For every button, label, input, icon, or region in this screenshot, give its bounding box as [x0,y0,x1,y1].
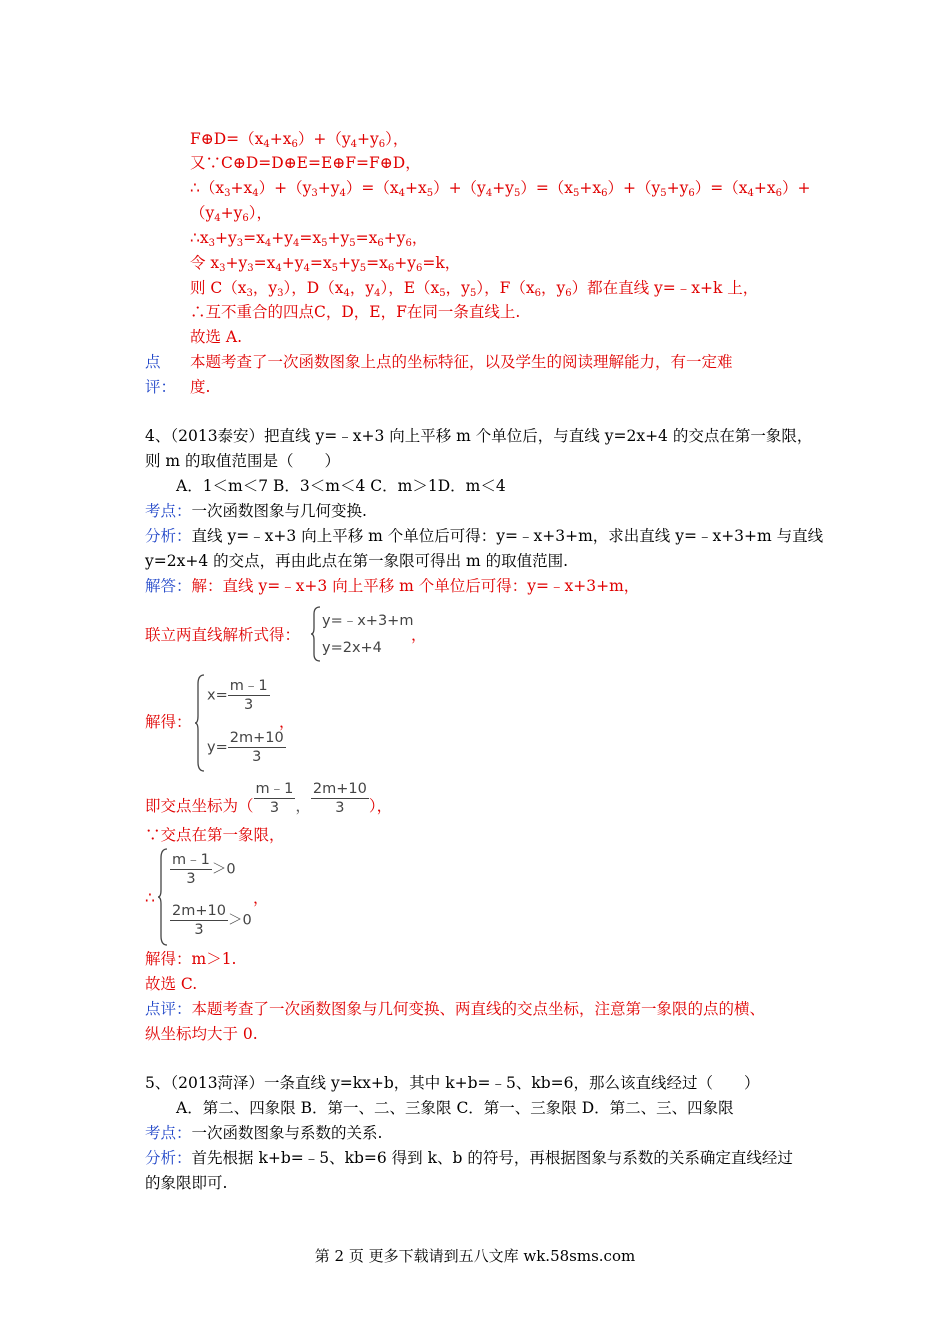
solution-line-6-text: 令 x [190,254,220,272]
page-footer: 第 2 页 更多下载请到五八文库 wk.58sms.com [314,1247,636,1265]
solution-line-3: $\therefore(x_3+x_4)+(y_3+y_4)=(x_4+x_5)+(y_4+y_5)=(x_5+x_6)+(y_5+y_6)=(x_4+x_6)+$ [190,179,811,199]
inequality-2-denominator: 3 [194,922,204,938]
system-brace [310,606,322,662]
inequality-brace [157,848,169,946]
q4-kaodian [145,500,367,522]
q5-kaodian-text: 一次函数图象与系数的关系. [191,1124,383,1142]
solution-y-fraction [228,729,286,766]
point-y-numerator: 2m+10 [312,781,367,797]
q5-stem: 5、（2013菏泽）一条直线 y=kx+b，其中 k+b=﹣5、kb=6，那么该直线经过（ ） [145,1074,760,1092]
q5-fenxi-1 [145,1147,793,1169]
kaodian-text: 一次函数图象与几何变换. [191,502,367,520]
solution-y [207,729,286,766]
solution-comma: ， [279,713,295,731]
q4-options: A．1＜m＜7 B．3＜m＜4 C．m＞1D．m＜4 [176,477,506,495]
q4-fenxi-2: y=2x+4 的交点，再由此点在第一象限可得出 m 的取值范围. [145,552,569,570]
therefore-symbol: ∴ [145,889,155,907]
inequality-comma: ， [253,889,269,907]
q5-options: A．第二、四象限 B．第一、二、三象限 C．第一、三象限 D．第二、三、四象限 [176,1099,734,1117]
solution-y-lhs: y= [207,739,228,756]
system-comma: ， [411,626,427,644]
solve-label: 解得： [145,713,192,731]
point-x-denominator: 3 [269,800,280,816]
solution-line-1-text: F⊕D=（x [190,130,264,148]
fenxi-text-1: 直线 y=﹣x+3 向上平移 m 个单位后可得：y=﹣x+3+m，求出直线 y=﹣x+3+m 与直线 [191,527,824,545]
point-y-denominator: 3 [335,800,345,816]
inequality-1-denominator: 3 [186,871,196,887]
solution-line-8: ∴互不重合的四点C，D，E，F在同一条直线上. [190,303,521,321]
solution-x-fraction [228,677,270,714]
point-x-fraction [254,780,296,817]
q5-kaodian-label: 考点： [145,1124,192,1142]
review-text-1: 本题考查了一次函数图象上点的坐标特征，以及学生的阅读理解能力，有一定难 [190,353,733,371]
solution-brace [194,674,206,772]
solution-x [207,677,270,714]
point-y-fraction [311,780,369,817]
inequality-2-rhs: ＞0 [227,912,252,929]
inequality-2 [170,902,252,939]
solution-line-6: 令 $x_3+y_3=x_4+y_4=x_5+y_5=x_6+y_6=k$， [190,254,461,274]
solution-x-numerator: m﹣1 [229,678,268,694]
review-label-2: 评： [145,378,177,396]
kaodian-label: 考点： [145,502,192,520]
jieda-label: 解答： [145,577,192,595]
inequality-1 [170,851,236,888]
q5-fenxi-2: 的象限即可. [145,1174,228,1192]
q4-result: 解得：m＞1. [145,950,237,968]
q4-jieda [145,575,639,597]
inequality-1-fraction [170,851,212,888]
q4-review-2: 纵坐标均大于 0. [145,1025,258,1043]
q5-fenxi-label: 分析： [145,1149,192,1167]
inequality-1-rhs: ＞0 [211,861,236,878]
point-label: 即交点坐标为（ [145,796,254,815]
review-text-2: 度. [190,378,211,396]
q5-kaodian [145,1122,382,1144]
q4-review-label: 点评： [145,1000,192,1018]
solution-line-4: $(y_4+y_6)$， [190,204,273,224]
system-label: 联立两直线解析式得： [145,626,301,644]
q5-fenxi-text-1: 首先根据 k+b=﹣5、kb=6 得到 k、b 的符号，再根据图象与系数的关系确定直线经过 [191,1149,793,1167]
solution-line-5: $\therefore x_3+y_3=x_4+y_4=x_5+y_5=x_6+y_6$， [190,229,428,249]
inequality-1-numerator: m﹣1 [172,852,210,868]
solution-y-numerator: 2m+10 [229,730,284,746]
solution-y-denominator: 3 [252,749,262,765]
jieda-text: 解：直线 y=﹣x+3 向上平移 m 个单位后可得：y=﹣x+3+m， [191,577,640,595]
quadrant-note: ∵交点在第一象限， [145,826,285,844]
solution-x-denominator: 3 [244,697,254,713]
solution-x-lhs: x= [207,687,228,704]
point-line: 即交点坐标为（ $\frac{m﹣1}{3}$ ， $\frac{2m+10}{3}$ ）， [145,781,393,816]
solution-line-2: 又∵C⊕D=D⊕E=E⊕F=F⊕D， [190,154,421,172]
solution-line-5-text: ∴x [190,229,209,247]
solution-line-1: $F\oplus D=(x_4+x_6)+(y_4+y_6)$， [190,130,409,150]
inequality-2-numerator: 2m+10 [172,903,226,919]
review-label-1: 点 [145,353,161,371]
q4-stem-1: 4、（2013泰安）把直线 y=﹣x+3 向上平移 m 个单位后，与直线 y=2x+4 的交点在第一象限， [145,427,813,445]
q4-choice: 故选 C. [145,975,198,993]
point-x-numerator: m﹣1 [255,781,294,797]
q4-fenxi-1 [145,525,823,547]
system-eq-1: y=﹣x+3+m [322,613,414,629]
system-eq-2: y=2x+4 [322,640,382,656]
solution-line-9: 故选 A. [190,328,243,346]
fenxi-label: 分析： [145,527,192,545]
q4-stem-2: 则 m 的取值范围是（ ） [145,452,341,470]
solution-line-7: 则 $C(x_3$，$y_3$），$D(x_4$，$y_4$），$E(x_5$，$y_5$），$F(x_6$，$y_6$）都在直线 y=﹣x+k 上， [190,279,759,299]
inequality-2-fraction [170,902,228,939]
q4-review-text-1: 本题考查了一次函数图象与几何变换、两直线的交点坐标，注意第一象限的点的横、 [191,1000,766,1018]
q4-review-1 [145,998,765,1020]
